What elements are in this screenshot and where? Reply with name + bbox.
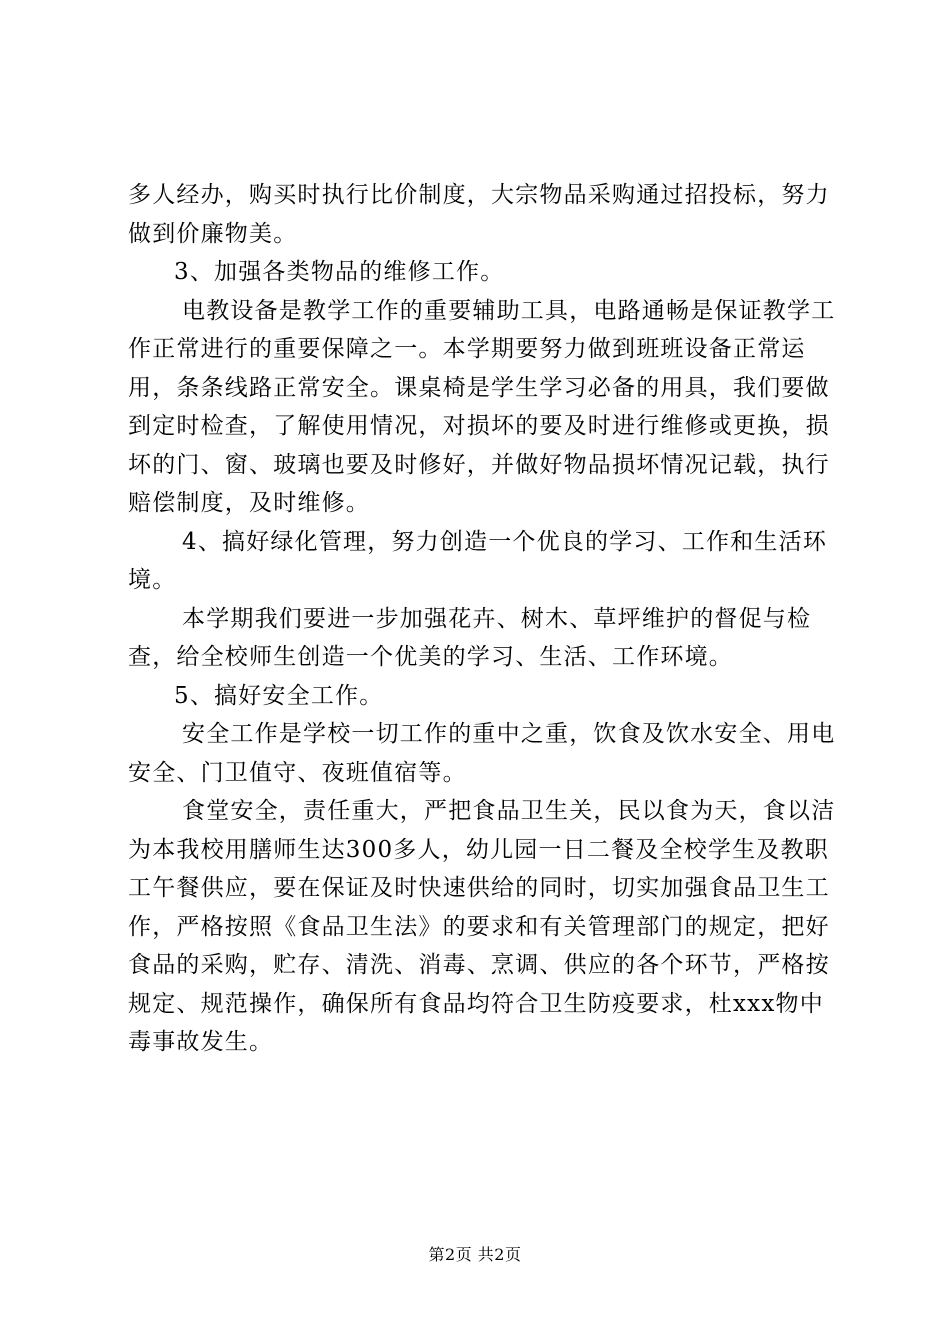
- paragraph-safety: 安全工作是学校一切工作的重中之重，饮食及饮水安全、用电安全、门卫值守、夜班值宿等。: [128, 721, 836, 786]
- heading-greening: 4、搞好绿化管理，努力创造一个优良的学习、工作和生活环境。: [128, 528, 828, 593]
- heading-safety: 5、搞好安全工作。: [174, 682, 384, 709]
- paragraph-greening: 本学期我们要进一步加强花卉、树木、草坪维护的督促与检查，给全校师生创造一个优美的学习、生活、工作环境。: [128, 605, 812, 670]
- paragraph-procurement-continued: 多人经办，购买时执行比价制度，大宗物品采购通过招投标，努力做到价廉物美。: [128, 182, 830, 247]
- paragraph-maintenance: 电教设备是教学工作的重要辅助工具，电路通畅是保证教学工作正常进行的重要保障之一。本学期要努力做到班班设备正常运用，条条线路正常安全。课桌椅是学生学习必备的用具，我们要做到定时检查，了解使用情况，对损坏的要及时进行维修或更换，损坏的门、窗、玻璃也要及时修好，并做好物品损坏情况记载，执行赔偿制度，及时维修。: [128, 297, 836, 516]
- heading-maintenance: 3、加强各类物品的维修工作。: [174, 259, 505, 285]
- page-number-footer: 第2页 共2页: [428, 1245, 522, 1264]
- document-body: [128, 176, 848, 1062]
- paragraph-canteen-safety: 食堂安全，责任重大，严把食品卫生关，民以食为天，食以洁为本我校用膳师生达300多人，幼儿园一日二餐及全校学生及教职工午餐供应，要在保证及时快速供给的同时，切实加强食品卫生工作，严格按照《食品卫生法》的要求和有关管理部门的规定，把好食品的采购，贮存、清洗、消毒、烹调、供应的各个环节，严格按规定、规范操作，确保所有食品均符合卫生防疫要求，杜xxx物中毒事故发生。: [128, 798, 836, 1055]
